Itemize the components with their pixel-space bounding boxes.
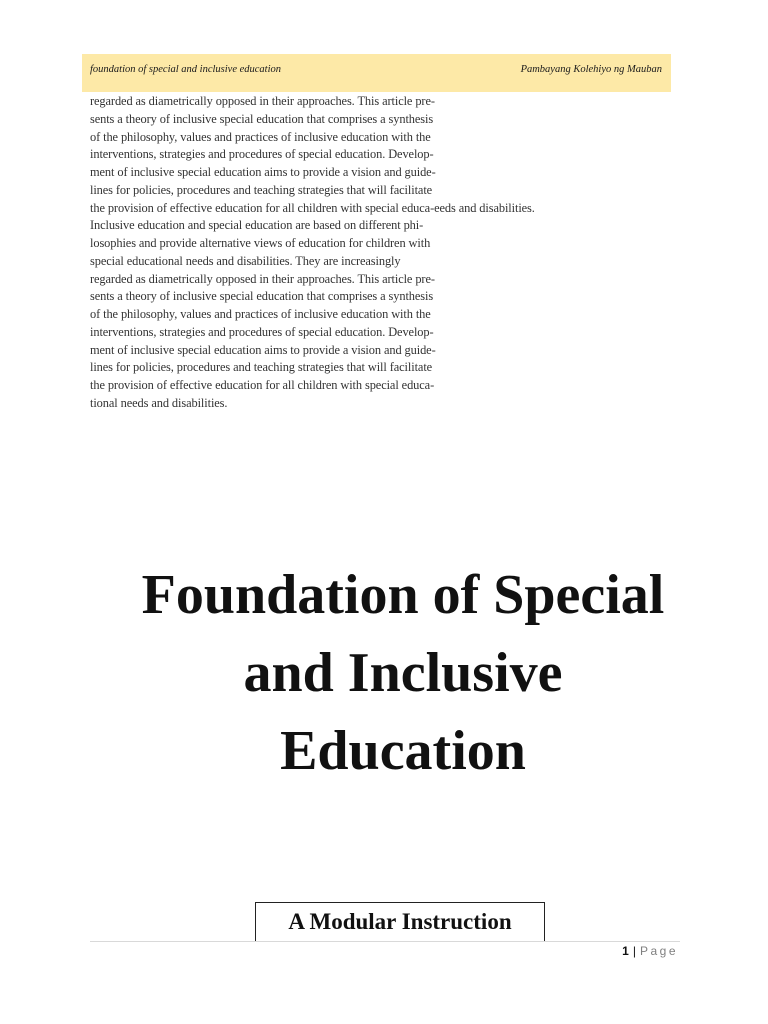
body-line: of the philosophy, values and practices of inclusive education with the — [90, 307, 431, 321]
title-line-3: Education — [280, 720, 526, 782]
body-line: regarded as diametrically opposed in their approaches. This article pre- — [90, 271, 435, 286]
header-course-title: foundation of special and inclusive education — [90, 64, 282, 75]
page-word: Page — [639, 944, 678, 958]
body-line: the provision of effective education for all children with special educa- — [90, 378, 435, 392]
body-line: sents a theory of inclusive special education that comprises a synthesis — [90, 289, 434, 304]
body-line: interventions, strategies and procedures of special education. Develop- — [90, 147, 434, 162]
body-line: losophies and provide alternative views of education for children with — [90, 236, 431, 250]
footer-divider — [90, 941, 680, 942]
body-paragraph — [90, 93, 650, 413]
body-line: ment of inclusive special education aims to provide a vision and guide- — [90, 165, 436, 179]
body-line: ment of inclusive special education aims to provide a vision and guide- — [90, 342, 436, 357]
module-label-box — [255, 902, 545, 942]
document-title — [60, 556, 746, 790]
page-separator: | — [632, 944, 636, 958]
body-line: special educational needs and disabilities. They are increasingly — [90, 253, 401, 268]
header-institution: Pambayang Kolehiyo ng Mauban — [520, 64, 662, 75]
body-line: lines for policies, procedures and teaching strategies that will facilitate — [90, 360, 433, 375]
body-line: the provision of effective education for all children with special educa-eeds and disabilities. — [90, 200, 535, 215]
body-line: regarded as diametrically opposed in their approaches. This article pre- — [90, 94, 435, 108]
body-line: sents a theory of inclusive special education that comprises a synthesis — [90, 111, 434, 126]
body-line: interventions, strategies and procedures of special education. Develop- — [90, 324, 434, 339]
title-line-2: and Inclusive — [243, 642, 563, 704]
body-line: lines for policies, procedures and teaching strategies that will facilitate — [90, 182, 433, 197]
body-line: tional needs and disabilities. — [90, 395, 228, 410]
running-header — [82, 54, 671, 92]
body-line: Inclusive education and special education are based on different phi- — [90, 218, 424, 233]
module-label: A Modular Instruction — [288, 909, 512, 934]
body-line: of the philosophy, values and practices of inclusive education with the — [90, 129, 431, 144]
page-footer — [622, 944, 678, 958]
page-number: 1 — [622, 944, 629, 958]
title-line-1: Foundation of Special — [141, 564, 665, 626]
